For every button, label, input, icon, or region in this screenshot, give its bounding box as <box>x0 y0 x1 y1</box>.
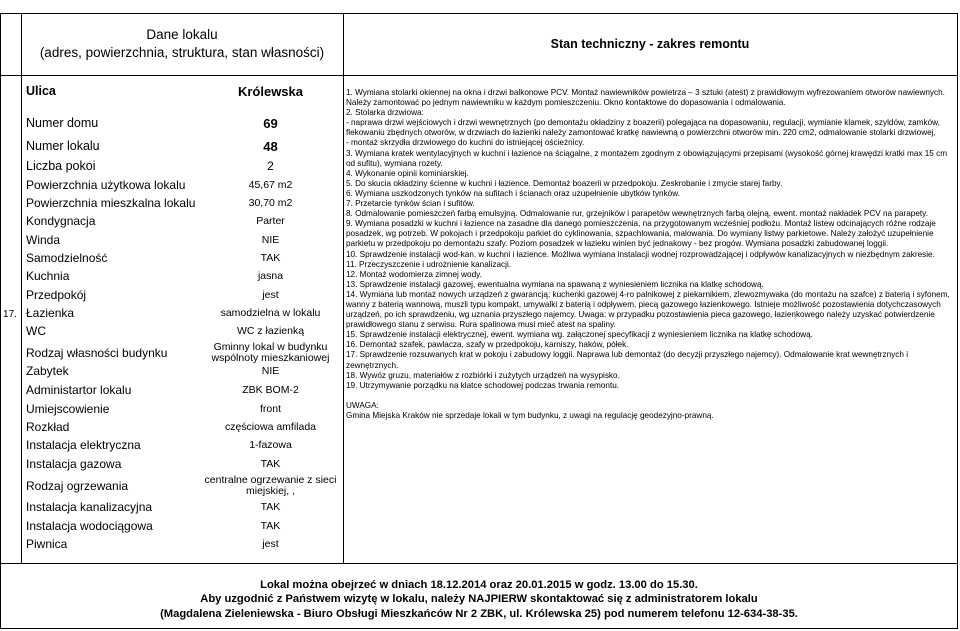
property-value: front <box>259 402 281 415</box>
property-row-heating <box>22 473 342 499</box>
property-row-house-number <box>22 112 342 134</box>
property-row-gas <box>22 454 342 474</box>
scope-item: 7. Przetarcie tynków ścian i sufitów. <box>346 199 475 209</box>
property-row-flat-number <box>22 135 342 157</box>
property-row-kitchen <box>22 266 342 286</box>
property-value: TAK <box>260 500 281 513</box>
scope-item: 16. Demontaż szafek, pawlacza, szafy w przedpokoju, karniszy, haków, półek. <box>346 340 629 350</box>
property-value: 69 <box>263 115 278 131</box>
grid-line <box>0 13 1 629</box>
property-value: WC z łazienką <box>236 324 305 337</box>
property-value: częściowa amfilada <box>224 420 317 433</box>
property-label: Ulica <box>26 84 56 98</box>
property-label: Samodzielność <box>26 251 108 265</box>
property-value: TAK <box>260 251 281 264</box>
property-row-living-area <box>22 193 342 213</box>
property-value: jest <box>262 288 279 301</box>
scope-item: 19. Utrzymywanie porządku na klatce schodowej podczas trwania remontu. <box>346 380 620 390</box>
scope-item: 1. Wymiana stolarki okiennej na okna i drzwi balkonowe PCV. Montaż nawiewników powietrza – 3 sztuki (atest) z prawidłowym wyfrezowaniem otworów nawiewnych. Należy zamontować po jednym nawiewniku w każdym pomieszczeniu. Okno kontaktowe do dopasowania i odmalowania. <box>346 88 945 108</box>
notice-text: Gmina Miejska Kraków nie sprzedaje lokali w tym budynku, z uwagi na regulację geodezyjno-prawną. <box>346 410 714 420</box>
header-subtitle: (adres, powierzchnia, struktura, stan własności) <box>39 45 325 60</box>
property-value: centralne ogrzewanie z sieci miejskiej, , <box>204 474 337 497</box>
scope-item: 4. Wykonanie opinii kominiarskiej. <box>346 168 469 178</box>
property-label: Powierzchnia mieszkalna lokalu <box>26 196 196 210</box>
scope-item: 10. Sprawdzenie instalacji wod-kan. w kuchni i łazience. Możliwa wymiana instalacji wodnej rozprowadzającej i odpływów kanalizacyjnych w niezbędnym zakresie. <box>346 249 935 259</box>
property-label: Kondygnacja <box>26 214 96 228</box>
property-value: 48 <box>263 138 278 154</box>
property-value: NIE <box>261 233 280 246</box>
scope-item: 17. Sprawdzenie rozsuwanych krat w pokoju i zabudowy loggii. Naprawa lub demontaż (do decyzji przyszłego najemcy). Odmalowanie krat wewnętrznych i zewnętrznych. <box>346 350 909 370</box>
scope-item: - naprawa drzwi wejściowych i drzwi wewnętrznych (po demontażu okładziny z boazerii) polegająca na dopasowaniu, regulacji, wymianie klamek, szyldów, zamków, flekowaniu zbędnych otworów, w drzwiach do łazienki należy zamontować kratkę nawiewną o powierzchni otworów min. 220 cm2, odmalowanie stolarki drzwiowej, <box>346 118 940 138</box>
scope-item: 9. Wymiana posadzki w kuchni i łazience na zasadne dla danego pomieszczenia, na przygotowanym wcześniej podłożu. Montaż listew odcinających różne rodzaje posadzek, wg potrzeb. W pokojach i przedpokoju parkiet do cyklinowania, szpachlowania, malowania. Do wymiany listwy parkietowe. Należy założyć uzupełnienie parkietu w przedpokoju po demontażu szafy. Poziom posadzek w łazieku winien być jednakowy - bez progów. Wymiana posadzki zabudowanej loggii. <box>346 219 936 249</box>
notice-heading: UWAGA: <box>346 400 379 410</box>
property-label: Instalacja kanalizacyjna <box>26 500 153 514</box>
grid-line <box>957 13 958 629</box>
property-label: Piwnica <box>26 537 68 551</box>
header-property-data <box>22 14 342 74</box>
property-value: TAK <box>260 457 281 470</box>
property-label: Rodzaj ogrzewania <box>26 479 129 493</box>
header-title: Dane lokalu <box>146 27 218 42</box>
scope-item: 3. Wymiana kratek wentylacyjnych w kuchni i łazience na ściągalne, z montażem zgodnym z obowiązującymi przepisami (wysokość górnej krawędzi kratki max 15 cm od sufitu), wymiana rozety. <box>346 148 948 168</box>
property-label: Powierzchnia użytkowa lokalu <box>26 178 186 192</box>
row-number: 17. <box>3 309 17 320</box>
property-row-basement <box>22 534 342 554</box>
property-label: Instalacja wodociągowa <box>26 519 153 533</box>
scope-item: 12. Montaż wodomierza zimnej wody. <box>346 269 482 279</box>
scope-item: 8. Odmalowanie pomieszczeń farbą emulsyjną. Odmalowanie rur, grzejników i parapetów wewnętrznych farbą olejną, ewent. montaż nakładek PCV na parapety. <box>346 209 928 219</box>
property-value: Gminny lokal w budynku wspólnoty mieszkaniowej <box>211 341 330 364</box>
property-label: Administartor lokalu <box>26 383 132 397</box>
property-label: Liczba pokoi <box>26 159 96 173</box>
scope-item: 6. Wymiana uszkodzonych tynków na sufitach i ścianach oraz uzupełnienie ubytków tynków. <box>346 188 680 198</box>
grid-line <box>0 75 958 76</box>
scope-item: 13. Sprawdzenie instalacji gazowej, ewentualna wymiana na spawaną z wyniesieniem licznika na klatkę schodową. <box>346 279 764 289</box>
property-row-layout <box>22 417 342 437</box>
property-label: Rozkład <box>26 420 70 434</box>
property-label: Numer lokalu <box>26 139 100 153</box>
property-value: Królewska <box>237 83 304 99</box>
property-value: samodzielna w lokalu <box>220 306 321 319</box>
property-value: 1-fazowa <box>249 438 292 451</box>
viewing-dates: Lokal można obejrzeć w dniach 18.12.2014 oraz 20.01.2015 w godz. 13.00 do 15.30. <box>260 578 698 591</box>
property-label: Winda <box>26 233 61 247</box>
property-value: NIE <box>261 364 280 377</box>
property-label: Przedpokój <box>26 288 87 302</box>
property-value: TAK <box>260 519 281 532</box>
property-row-floor <box>22 211 342 231</box>
header-technical-state: Stan techniczny - zakres remontu <box>550 37 750 51</box>
property-label: Umiejscowienie <box>26 402 110 416</box>
property-row-wc <box>22 321 342 341</box>
property-row-bathroom <box>22 303 342 323</box>
property-row-administrator <box>22 380 342 400</box>
property-value: 45,67 m2 <box>248 178 293 191</box>
property-row-sewage <box>22 497 342 517</box>
contact-instruction: Aby uzgodnić z Państwem wizytę w lokalu, należy NAJPIERW skontaktować się z administratorem lokalu <box>200 593 758 605</box>
scope-item: 11. Przeczyszczenie i udrożnienie kanalizacji. <box>346 259 512 269</box>
property-value: ZBK BOM-2 <box>242 383 299 396</box>
property-value: Parter <box>256 214 285 227</box>
property-row-location <box>22 399 342 419</box>
property-label: WC <box>26 324 46 338</box>
property-value: jest <box>262 537 279 550</box>
property-label: Kuchnia <box>26 269 70 283</box>
scope-item: 15. Sprawdzenie instalacji elektrycznej, ewent. wymiana wg. załączonej specyfikacji z wyniesieniem licznika na klatkę schodową. <box>346 330 813 340</box>
scope-item: - montaż skrzydła drzwiowego do kuchni do istniejącej ościeżnicy. <box>346 138 585 148</box>
property-label: Rodzaj własności budynku <box>26 346 168 360</box>
scope-item: 18. Wywóz gruzu, materiałów z rozbiórki i zużytych urządzeń na wysypisko. <box>346 370 620 380</box>
property-row-street <box>22 80 342 102</box>
property-label: Zabytek <box>26 364 69 378</box>
property-row-self-contained <box>22 248 342 268</box>
property-row-elevator <box>22 230 342 250</box>
property-row-monument <box>22 361 342 381</box>
property-value: 2 <box>267 158 274 173</box>
property-label: Numer domu <box>26 116 99 130</box>
contact-details: (Magdalena Zieleniewska - Biuro Obsługi Mieszkańców Nr 2 ZBK, ul. Królewska 25) pod numerem telefonu 12-634-38-35. <box>160 607 798 620</box>
grid-line <box>343 13 344 564</box>
property-label: Instalacja elektryczna <box>26 438 141 452</box>
scope-item: 2. Stolarka drzwiowa: <box>346 108 424 118</box>
renovation-scope <box>346 88 954 421</box>
property-value: jasna <box>257 269 284 282</box>
property-label: Instalacja gazowa <box>26 457 122 471</box>
property-value: 30,70 m2 <box>248 196 293 209</box>
property-row-electrical <box>22 435 342 455</box>
property-row-rooms <box>22 155 342 177</box>
property-label: Łazienka <box>26 306 75 320</box>
scope-item: 5. Do skucia okładziny ścienne w kuchni i łazience. Demontaż boazerii w przedpokoju. Zeskrobanie i zmycie starej farby. <box>346 178 783 188</box>
spacer <box>346 391 954 401</box>
viewing-info <box>0 563 958 627</box>
scope-item: 14. Wymiana lub montaż nowych urządzeń z gwarancją; kuchenki gazowej 4-ro palnikowej z piekarnikiem, zlewozmywaka (do montażu na szafce) z baterią i syfonem, wanny z baterią wannową, muszli typu kompakt, umywalki z baterią i odpływem, piecą gazowego łazienkowego. Istnieje możliwość pozostawienia dotychczasowych urządzeń, po ich sprawdzeniu, wg uznania przyszłego najemcy. Uwaga: w przypadku pozostawienia pieca gazowego, łazienkowego należy uzyskać potwierdzenie prawidłowego stanu z serwisu. Rura spalinowa musi mieć atest na spaliny. <box>346 289 950 330</box>
property-row-usable-area <box>22 175 342 195</box>
property-row-water <box>22 516 342 536</box>
grid-line <box>0 628 958 629</box>
property-row-hallway <box>22 285 342 305</box>
